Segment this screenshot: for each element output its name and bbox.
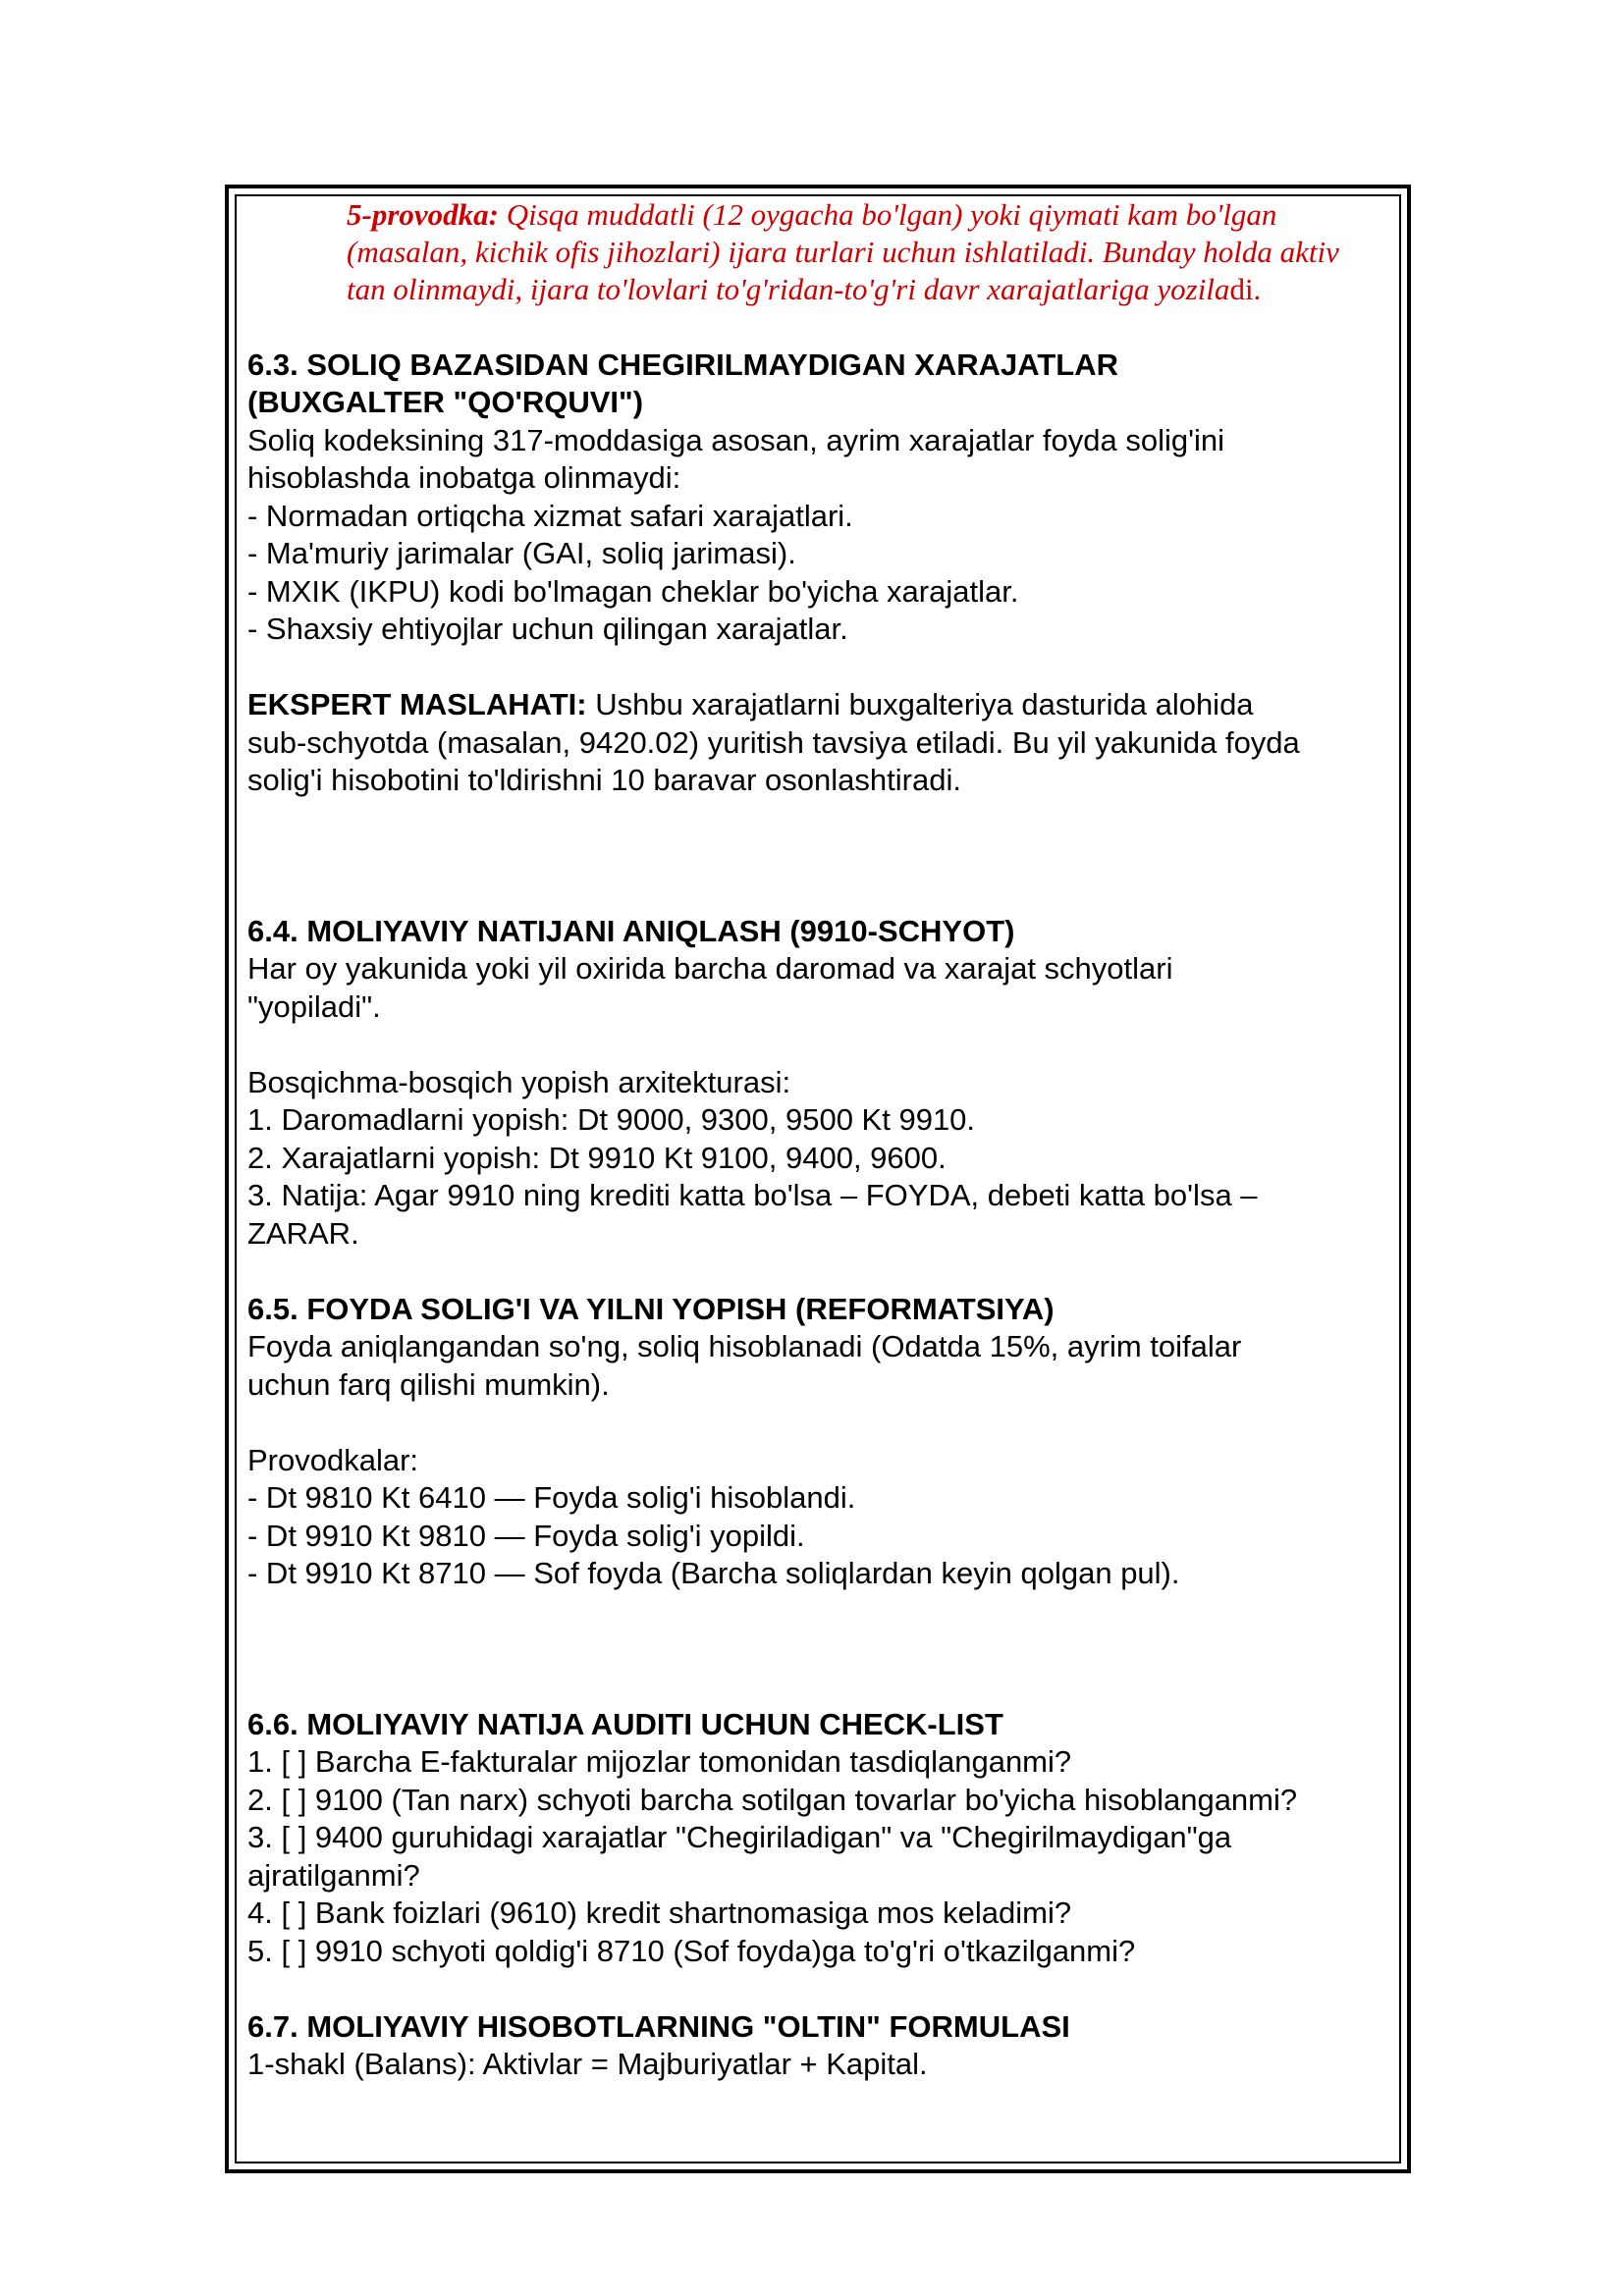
list-item-cont: ZARAR. <box>247 1215 359 1251</box>
section-6-4 <box>247 913 1398 1254</box>
paragraph-line: Soliq kodeksining 317-moddasiga asosan, ayrim xarajatlar foyda solig'ini <box>247 422 1225 457</box>
list-item: 3. Natija: Agar 9910 ning krediti katta bo'lsa – FOYDA, debeti katta bo'lsa – <box>247 1178 1258 1212</box>
paragraph-line: Har oy yakunida yoki yil oxirida barcha daromad va xarajat schyotlari <box>247 951 1173 986</box>
provodka-note <box>347 196 1368 308</box>
paragraph-line: sub-schyotda (masalan, 9420.02) yuritish tavsiya etiladi. Bu yil yakunida foyda <box>247 724 1300 760</box>
section-6-7 <box>247 2008 1398 2084</box>
section-heading: 6.5. FOYDA SOLIG'I VA YILNI YOPISH (REFORMATSIYA) <box>247 1291 1055 1326</box>
note-label: 5-provodka: <box>347 197 499 232</box>
section-6-3 <box>247 347 1398 800</box>
checklist-item: 5. [ ] 9910 schyoti qoldig'i 8710 (Sof foyda)ga to'g'ri o'tkazilganmi? <box>247 1933 1136 1968</box>
list-item: - Dt 9810 Kt 6410 — Foyda solig'i hisoblandi. <box>247 1480 856 1515</box>
paragraph-line: 1-shakl (Balans): Aktivlar = Majburiyatlar + Kapital. <box>247 2047 928 2081</box>
list-item: - Shaxsiy ehtiyojlar uchun qilingan xarajatlar. <box>247 612 848 646</box>
section-6-5 <box>247 1291 1398 1593</box>
section-heading: 6.4. MOLIYAVIY NATIJANI ANIQLASH (9910-SCHYOT) <box>247 913 1015 948</box>
expert-label: EKSPERT MASLAHATI: <box>247 687 587 721</box>
section-heading: 6.3. SOLIQ BAZASIDAN CHEGIRILMAYDIGAN XARAJATLAR <box>247 347 1119 382</box>
checklist-item-cont: ajratilganmi? <box>247 1857 420 1893</box>
list-item: 2. Xarajatlarni yopish: Dt 9910 Kt 9100, 9400, 9600. <box>247 1140 947 1175</box>
list-item: - Dt 9910 Kt 8710 — Sof foyda (Barcha soliqlardan keyin qolgan pul). <box>247 1556 1180 1590</box>
expert-text: Ushbu xarajatlarni buxgalteriya dasturida alohida <box>586 687 1254 721</box>
paragraph-line: Bosqichma-bosqich yopish arxitekturasi: <box>247 1064 791 1099</box>
paragraph-line: uchun farq qilishi mumkin). <box>247 1366 610 1402</box>
list-item: - Normadan ortiqcha xizmat safari xarajatlari. <box>247 498 853 533</box>
checklist-item: 3. [ ] 9400 guruhidagi xarajatlar "Chegiriladigan" va "Chegirilmaydigan"ga <box>247 1820 1232 1854</box>
section-heading: 6.6. MOLIYAVIY NATIJA AUDITI UCHUN CHECK-LIST <box>247 1706 1003 1741</box>
paragraph-line: Provodkalar: <box>247 1442 419 1477</box>
checklist-item: 2. [ ] 9100 (Tan narx) schyoti barcha sotilgan tovarlar bo'yicha hisoblanganmi? <box>247 1782 1298 1817</box>
section-heading-cont: (BUXGALTER "QO'RQUVI") <box>247 385 644 419</box>
list-item: - Ma'muriy jarimalar (GAI, soliq jarimasi). <box>247 536 796 570</box>
checklist-item: 4. [ ] Bank foizlari (9610) kredit shartnomasiga mos keladimi? <box>247 1896 1072 1930</box>
list-item: - MXIK (IKPU) kodi bo'lmagan cheklar bo'yicha xarajatlar. <box>247 573 1019 609</box>
note-tail: di. <box>1229 272 1262 306</box>
paragraph-line: Foyda aniqlangandan so'ng, soliq hisoblanadi (Odatda 15%, ayrim toifalar <box>247 1329 1242 1363</box>
section-6-6 <box>247 1706 1398 1971</box>
paragraph-line: "yopiladi". <box>247 988 381 1024</box>
paragraph-line: hisoblashda inobatga olinmaydi: <box>247 460 681 495</box>
list-item: - Dt 9910 Kt 9810 — Foyda solig'i yopildi. <box>247 1518 805 1553</box>
expert-advice <box>247 686 1398 724</box>
list-item: 1. Daromadlarni yopish: Dt 9000, 9300, 9500 Kt 9910. <box>247 1102 976 1137</box>
document-body <box>247 196 1398 2084</box>
note-text: Qisqa muddatli (12 oygacha bo'lgan) yoki qiymati kam bo'lgan (masalan, kichik ofis jihozlari) ijara turlari uchun ishlatiladi. Bunday holda aktiv tan olinmaydi, ijara to'lovlari to'g'ridan-to'g'ri davr xarajatlariga yozila <box>347 197 1339 306</box>
checklist-item: 1. [ ] Barcha E-fakturalar mijozlar tomonidan tasdiqlanganmi? <box>247 1744 1072 1779</box>
paragraph-line: solig'i hisobotini to'ldirishni 10 baravar osonlashtiradi. <box>247 763 961 797</box>
section-heading: 6.7. MOLIYAVIY HISOBOTLARNING "OLTIN" FORMULASI <box>247 2008 1070 2044</box>
